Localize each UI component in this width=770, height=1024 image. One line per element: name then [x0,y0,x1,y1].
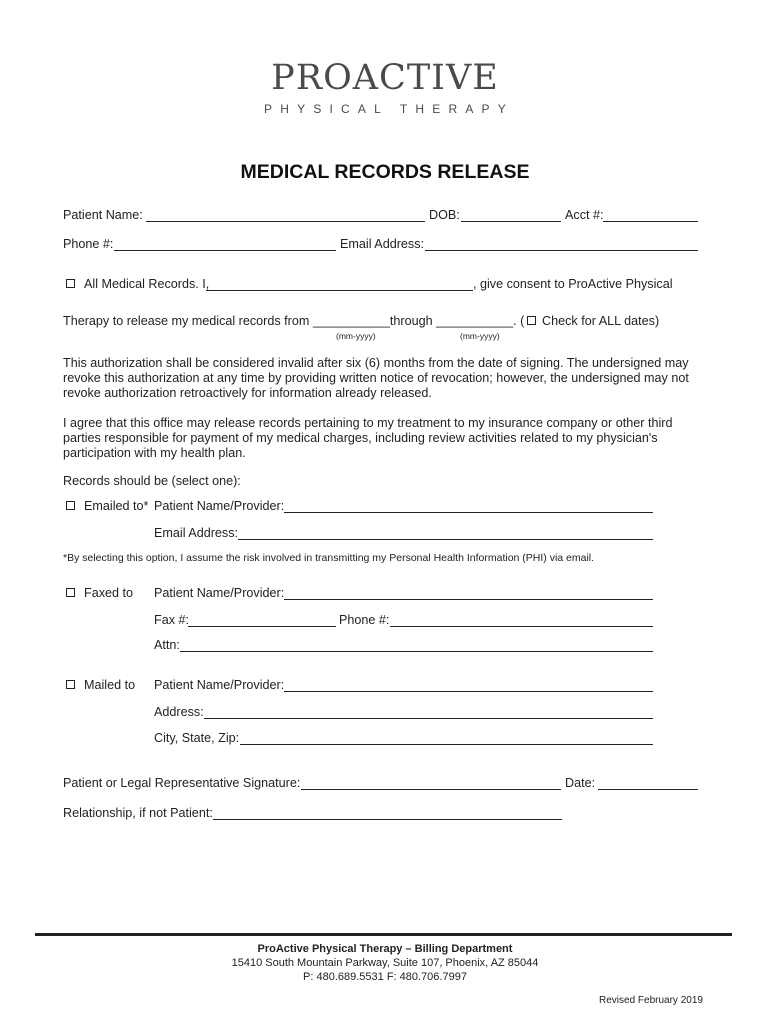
faxed-provider-field[interactable] [284,599,653,600]
all-records-label: All Medical Records. I, [84,277,210,291]
emailed-checkbox[interactable] [66,501,75,510]
email-label: Email Address: [340,237,424,251]
signature-field[interactable] [301,789,561,790]
dob-label: DOB: [429,208,460,222]
email-field[interactable] [425,250,698,251]
fax-phone-label: Phone #: [339,613,390,627]
mailed-provider-field[interactable] [284,691,653,692]
consent-text: , give consent to ProActive Physical [473,277,673,291]
acct-field[interactable] [603,221,698,222]
address-label: Address: [154,705,204,719]
signature-date-label: Date: [565,776,596,790]
city-state-zip-label: City, State, Zip: [154,731,240,745]
mailed-checkbox[interactable] [66,680,75,689]
address-field[interactable] [204,718,653,719]
dob-field[interactable] [461,221,561,222]
attn-field[interactable] [180,651,653,652]
mailed-label: Mailed to [84,678,136,692]
email-risk-note: *By selecting this option, I assume the risk involved in transmitting my Personal Health Information (PHI) via email. [63,552,595,564]
from-date-hint: (mm-yyyy) [336,331,376,341]
agreement-paragraph: I agree that this office may release records pertaining to my treatment to my insurance company or other third parties responsible for payment of my medical charges, including review activities related to my physician's participation with my health plan. [63,416,673,460]
footer-divider [35,933,732,936]
mailed-provider-label: Patient Name/Provider: [154,678,285,692]
emailed-provider-label: Patient Name/Provider: [154,499,285,513]
signature-date-field[interactable] [598,789,698,790]
all-dates-checkbox[interactable] [527,316,536,325]
phone-label: Phone #: [63,237,114,251]
consent-name-field[interactable] [206,290,473,291]
fax-number-field[interactable] [188,626,336,627]
acct-label: Acct #: [565,208,604,222]
fax-number-label: Fax #: [154,613,189,627]
footer-department: ProActive Physical Therapy – Billing Department [257,943,513,955]
date-range-text: Therapy to release my medical records from ___________through ___________. ( [63,314,525,328]
emailed-provider-field[interactable] [284,512,653,513]
patient-name-field[interactable] [146,221,425,222]
patient-name-label: Patient Name: [63,208,143,222]
footer-address: 15410 South Mountain Parkway, Suite 107, Phoenix, AZ 85044 [231,957,539,969]
faxed-provider-label: Patient Name/Provider: [154,586,285,600]
phone-field[interactable] [114,250,336,251]
revision-date: Revised February 2019 [599,995,703,1006]
emailed-email-field[interactable] [238,539,653,540]
all-records-checkbox[interactable] [66,279,75,288]
faxed-checkbox[interactable] [66,588,75,597]
attn-label: Attn: [154,638,180,652]
authorization-paragraph: This authorization shall be considered invalid after six (6) months from the date of signing. The undersigned may revoke this authorization at any time by providing written notice of revocation; however, the undersigned may not revoke authorization retroactively for information already released. [63,356,689,400]
logo-wordmark: PROACTIVE [271,58,499,98]
emailed-email-label: Email Address: [154,526,238,540]
through-date-hint: (mm-yyyy) [460,331,500,341]
all-dates-label: Check for ALL dates) [542,314,660,328]
logo-tagline: PHYSICAL THERAPY [264,102,514,116]
city-state-zip-field[interactable] [240,744,653,745]
footer-contact: P: 480.689.5531 F: 480.706.7997 [303,971,467,983]
fax-phone-field[interactable] [390,626,653,627]
relationship-label: Relationship, if not Patient: [63,806,213,820]
select-instruction: Records should be (select one): [63,474,241,488]
relationship-field[interactable] [213,819,562,820]
emailed-label: Emailed to* [84,499,149,513]
form-title: MEDICAL RECORDS RELEASE [240,161,530,183]
signature-label: Patient or Legal Representative Signature: [63,776,301,790]
faxed-label: Faxed to [84,586,134,600]
